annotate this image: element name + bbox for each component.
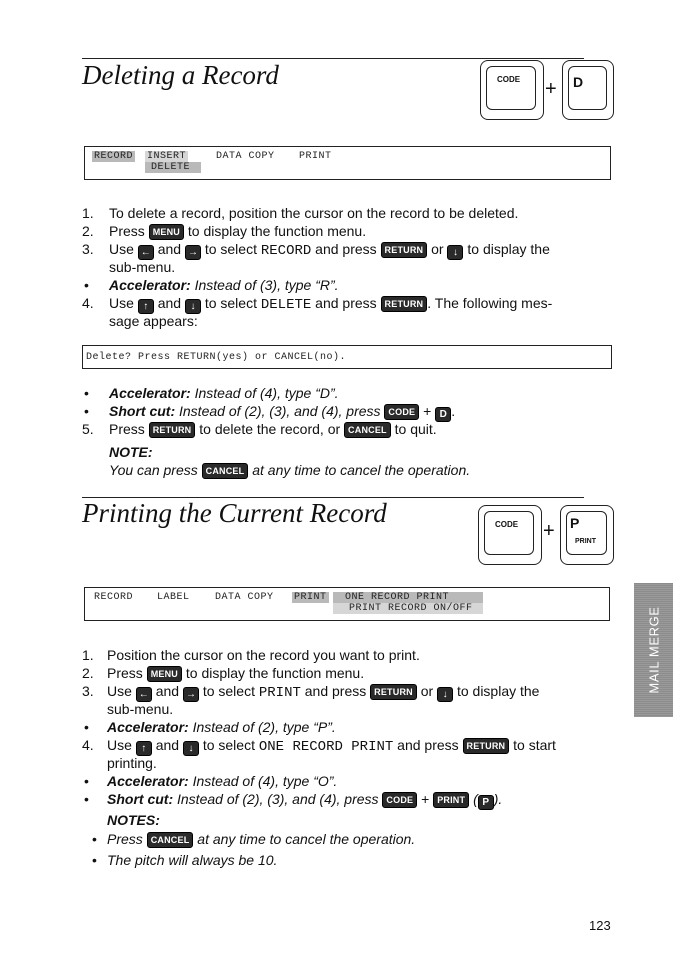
step-number: 1. <box>82 205 94 221</box>
print-key-icon: PRINT <box>433 792 469 808</box>
down-arrow-key-icon: ↓ <box>183 741 199 756</box>
return-key-icon: RETURN <box>463 738 510 754</box>
menu-key-icon: MENU <box>149 224 184 240</box>
code-key-icon: CODE <box>478 505 542 565</box>
accelerator-note: Accelerator: Instead of (2), type “P”. <box>107 719 336 735</box>
menu-item-data-copy[interactable]: DATA COPY <box>215 592 274 603</box>
step-text: Use ↑ and ↓ to select ONE RECORD PRINT and press RETURN to start <box>107 737 556 755</box>
bullet: • <box>84 791 89 807</box>
note-label: NOTE: <box>109 444 153 460</box>
step-number: 4. <box>82 737 94 753</box>
section-title: Deleting a Record <box>82 60 279 90</box>
menu-item-one-record-print[interactable]: ONE RECORD PRINT <box>333 592 483 603</box>
menu-item-label[interactable]: LABEL <box>157 592 190 603</box>
accelerator-note: Accelerator: Instead of (4), type “D”. <box>109 385 339 401</box>
section-title: Printing the Current Record <box>82 498 387 528</box>
bullet: • <box>84 385 89 401</box>
bullet: • <box>92 852 97 868</box>
step-text: Position the cursor on the record you want to print. <box>107 647 420 663</box>
step-text: Use ← and → to select RECORD and press RETURN or ↓ to display the <box>109 241 550 259</box>
code-key-icon: CODE <box>480 60 544 120</box>
bullet: • <box>84 719 89 735</box>
step-number: 1. <box>82 647 94 663</box>
prompt-screen <box>82 345 612 369</box>
right-arrow-key-icon: → <box>185 245 201 260</box>
menu-item-delete[interactable]: DELETE <box>145 162 201 173</box>
step-text: Press RETURN to delete the record, or CANCEL to quit. <box>109 421 437 437</box>
return-key-icon: RETURN <box>381 296 428 312</box>
section-rule <box>82 58 584 59</box>
bullet: • <box>84 403 89 419</box>
code-key-icon: CODE <box>384 404 419 420</box>
bullet: • <box>92 831 97 847</box>
down-arrow-key-icon: ↓ <box>185 299 201 314</box>
menu-item-record[interactable]: RECORD <box>94 151 134 162</box>
step-text: Use ↑ and ↓ to select DELETE and press RETURN . The following mes- <box>109 295 553 313</box>
cancel-key-icon: CANCEL <box>202 463 249 479</box>
plus-sign: + <box>545 78 557 100</box>
d-key-icon: D <box>562 60 614 120</box>
note-text: The pitch will always be 10. <box>107 852 278 868</box>
cancel-key-icon: CANCEL <box>344 422 391 438</box>
p-key-icon: P <box>478 795 494 810</box>
menu-item-insert[interactable]: INSERT <box>147 151 187 162</box>
left-arrow-key-icon: ← <box>136 687 152 702</box>
menu-item-record[interactable]: RECORD <box>94 592 134 603</box>
step-text: To delete a record, position the cursor on the record to be deleted. <box>109 205 519 221</box>
step-number: 3. <box>82 683 94 699</box>
down-arrow-key-icon: ↓ <box>437 687 453 702</box>
step-text: printing. <box>107 755 157 771</box>
step-text: sub-menu. <box>107 701 174 717</box>
delete-prompt: Delete? Press RETURN(yes) or CANCEL(no). <box>86 352 347 363</box>
shortcut-note: Short cut: Instead of (2), (3), and (4), press CODE + D . <box>109 403 456 420</box>
step-number: 3. <box>82 241 94 257</box>
step-number: 2. <box>82 665 94 681</box>
return-key-icon: RETURN <box>381 242 428 258</box>
step-number: 2. <box>82 223 94 239</box>
menu-key-icon: MENU <box>147 666 182 682</box>
shortcut-note: Short cut: Instead of (2), (3), and (4), press CODE + PRINT ( P ). <box>107 791 503 808</box>
plus-sign: + <box>543 520 555 542</box>
up-arrow-key-icon: ↑ <box>136 741 152 756</box>
step-text: Use ← and → to select PRINT and press RETURN or ↓ to display the <box>107 683 540 701</box>
step-text: sub-menu. <box>109 259 176 275</box>
step-text: Press MENU to display the function menu. <box>107 665 365 681</box>
note-text: Press CANCEL at any time to cancel the operation. <box>107 831 416 847</box>
notes-label: NOTES: <box>107 812 160 828</box>
code-key-icon: CODE <box>382 792 417 808</box>
accelerator-note: Accelerator: Instead of (3), type “R”. <box>109 277 339 293</box>
up-arrow-key-icon: ↑ <box>138 299 154 314</box>
step-text: Press MENU to display the function menu. <box>109 223 367 239</box>
note-text: You can press CANCEL at any time to cancel the operation. <box>109 462 471 478</box>
menu-item-print[interactable]: PRINT <box>294 592 327 603</box>
right-arrow-key-icon: → <box>183 687 199 702</box>
menu-item-data-copy[interactable]: DATA COPY <box>216 151 275 162</box>
step-number: 4. <box>82 295 94 311</box>
return-key-icon: RETURN <box>149 422 196 438</box>
bullet: • <box>84 773 89 789</box>
step-number: 5. <box>82 421 94 437</box>
bullet: • <box>84 277 89 293</box>
d-key-icon: D <box>435 407 451 422</box>
accelerator-note: Accelerator: Instead of (4), type “O”. <box>107 773 338 789</box>
menu-screen <box>84 587 610 621</box>
down-arrow-key-icon: ↓ <box>447 245 463 260</box>
chapter-tab: MAIL MERGE <box>634 583 673 717</box>
cancel-key-icon: CANCEL <box>147 832 194 848</box>
menu-screen <box>84 146 611 180</box>
return-key-icon: RETURN <box>370 684 417 700</box>
left-arrow-key-icon: ← <box>138 245 154 260</box>
p-key-icon: P PRINT <box>560 505 614 565</box>
menu-item-print-record-onoff[interactable]: PRINT RECORD ON/OFF <box>333 603 483 614</box>
menu-item-print[interactable]: PRINT <box>299 151 332 162</box>
page-number: 123 <box>589 918 611 933</box>
step-text: sage appears: <box>109 313 198 329</box>
